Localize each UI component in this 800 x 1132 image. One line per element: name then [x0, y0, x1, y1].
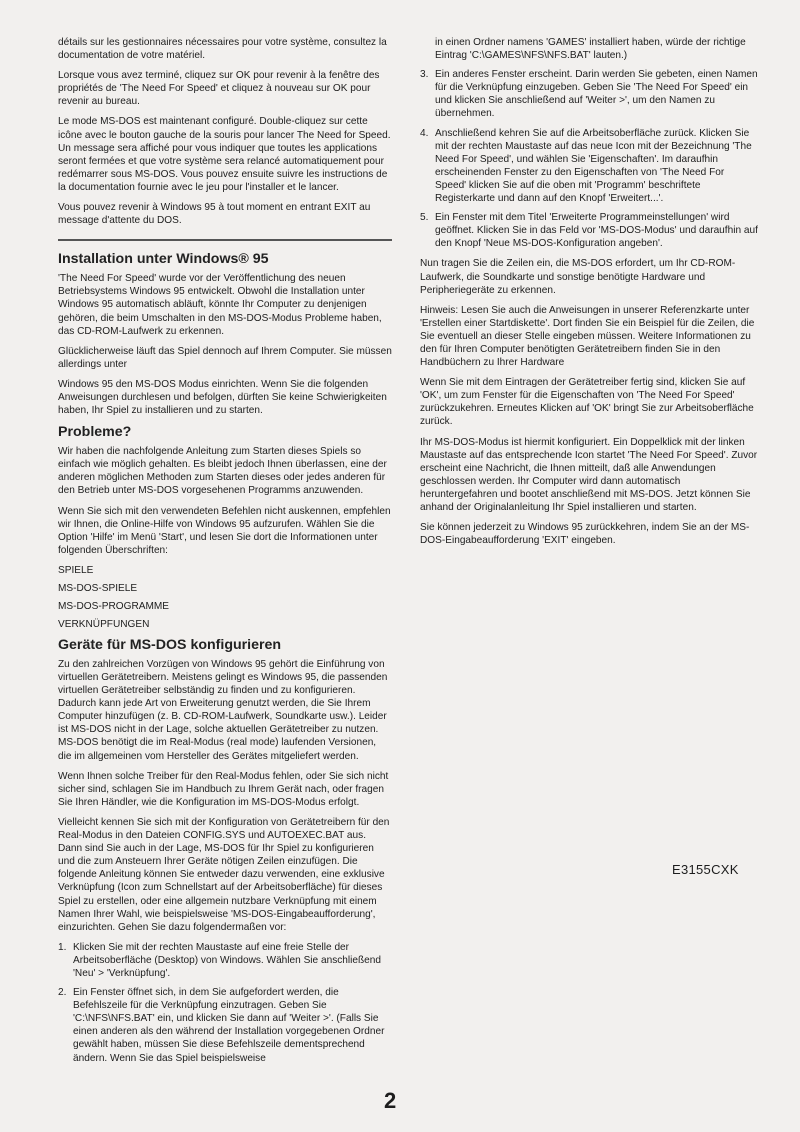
section-divider: [58, 239, 392, 241]
steps-list-left: [58, 941, 392, 1065]
step-number: 5.: [420, 212, 429, 224]
problems-para-1: Wir haben die nachfolgende Anleitung zum Starten dieses Spiels so einfach wie möglich gehalten. Es bleibt jedoch Ihnen überlassen, eine der anderen möglichen Methoden zum Starten dieses oder jedes anderen für den Betrieb unter MS-DOS vorgesehenen Programms anzuwenden.: [58, 446, 387, 497]
french-intro-2: Lorsque vous avez terminé, cliquez sur OK pour revenir à la fenêtre des propriétés de 'The Need For Speed' et cliquez à nouveau sur OK pour revenir au bureau.: [58, 70, 380, 108]
french-intro-3: Le mode MS-DOS est maintenant configuré. Double-cliquez sur cette icône avec le bouton gauche de la souris pour lancer The Need for Speed. Un message sera affiché pour vous indiquer que toutes les applications seront fermées et que votre système sera relancé automatiquement pour redémarrer sous MS-DOS. Vous pouvez ensuite suivre les instructions de la documentation fournie avec le jeu pour l'installer et le lancer.: [58, 116, 391, 193]
step-item: [58, 986, 392, 1065]
step-text: in einen Ordner namens 'GAMES' installiert haben, würde der richtige Eintrag 'C:\GAMES\NFS\NFS.BAT' lauten.): [435, 37, 746, 62]
step-item: [58, 941, 392, 980]
install-para-1: 'The Need For Speed' wurde vor der Veröffentlichung des neuen Betriebsystems Windows 95 entwickelt. Obwohl die Installation unter Windows 95 automatisch abläuft, könnte Ihr Computer zu denjenigen gehören, die beim Umschalten in den MS-DOS-Modus Probleme haben, das CD-ROM-Laufwerk zu erkennen.: [58, 273, 382, 337]
right-para-5: Sie können jederzeit zu Windows 95 zurückkehren, indem Sie an der MS-DOS-Eingabeaufforderung 'EXIT' eingeben.: [420, 522, 750, 547]
install-heading: Installation unter Windows® 95: [58, 251, 269, 268]
product-code: E3155CXK: [672, 862, 739, 877]
right-para-1: Nun tragen Sie die Zeilen ein, die MS-DOS erfordert, um Ihr CD-ROM-Laufwerk, die Soundkarte und sonstige benötigte Hardware und Peripheriegeräte zu erkennen.: [420, 258, 736, 296]
step-number: 4.: [420, 127, 429, 139]
step-number: 3.: [420, 69, 429, 81]
install-para-2: Glücklicherweise läuft das Spiel dennoch auf Ihrem Computer. Sie müssen allerdings unter: [58, 345, 392, 370]
step-item: [420, 68, 758, 120]
step-text: Ein Fenster mit dem Titel 'Erweiterte Programmeinstellungen' wird geöffnet. Klicken Sie in das Feld vor 'MS-DOS-Modus' und daraufhin auf den Knopf 'Neue MS-DOS-Konfiguration angeben'.: [435, 212, 758, 250]
install-para-3: Windows 95 den MS-DOS Modus einrichten. Wenn Sie die folgenden Anweisungen durchlesen und befolgen, dürften Sie keine Schwierigkeiten haben, Ihr Spiel zu installieren und zu starten.: [58, 378, 387, 417]
help-topic-msdos-spiele: MS-DOS-SPIELE: [58, 582, 138, 594]
step-item: [420, 127, 758, 206]
problems-heading: Probleme?: [58, 424, 132, 441]
step-item: [420, 211, 758, 250]
right-column: [420, 36, 758, 554]
right-para-2: Hinweis: Lesen Sie auch die Anweisungen in unserer Referenzkarte unter 'Erstellen einer Startdiskette'. Dort finden Sie ein Beispiel für die Zeilen, die Sie eventuell an dieser Stelle eingeben müssen. Weitere Informationen zu den für Ihren Computer benötigten Gerätetreibern finden Sie in den Handbüchern zu Ihrer Hardware: [420, 304, 755, 369]
config-para-3: Vielleicht kennen Sie sich mit der Konfiguration von Gerätetreibern für den Real-Modus in den Dateien CONFIG.SYS und AUTOEXEC.BAT aus. Dann sind Sie auch in der Lage, MS-DOS für Ihr Spiel zu konfigurieren und die zum Ansteuern Ihrer Geräte nötigen Zeilen einzufügen. Die folgende Anleitung können Sie entweder dazu verwenden, eine exklusive Verknüpfung (Icon zum Schnellstart auf der Arbeitsoberfläche) für dieses Spiel zu erstellen, oder eine allgemein nutzbare Verknüpfung mit einem Namen Ihrer Wahl, wie beispielsweise 'MS-DOS-Eingabeaufforderung', einzurichten. Gehen Sie dazu folgendermaßen vor:: [58, 816, 390, 933]
french-intro-4: Vous pouvez revenir à Windows 95 à tout moment en entrant EXIT au message d'attente du DOS.: [58, 202, 371, 227]
left-column: [58, 36, 392, 1072]
steps-list-right: [420, 36, 758, 250]
help-topic-spiele: SPIELE: [58, 564, 94, 576]
help-topic-msdos-programme: MS-DOS-PROGRAMME: [58, 600, 170, 612]
step-text: Anschließend kehren Sie auf die Arbeitsoberfläche zurück. Klicken Sie mit der rechten Maustaste auf das neue Icon mit der Bezeichnung 'The Need For Speed', und wählen Sie 'Eigenschaften'. Im daraufhin erscheinenden Fenster zu den Eigenschaften von 'The Need For Speed' klicken Sie auf die oben mit 'Programm' beschriftete Registerkarte und dann auf den Knopf 'Erweitert...'.: [435, 127, 752, 205]
step-text: Ein anderes Fenster erscheint. Darin werden Sie gebeten, einen Namen für die Verknüpfung einzugeben. Geben Sie 'The Need For Speed' ein und klicken Sie anschließend auf 'Weiter >', um den Namen zu übernehmen.: [435, 69, 758, 120]
step-text: Ein Fenster öffnet sich, in dem Sie aufgefordert werden, die Befehlszeile für die Verknüpfung einzutragen. Geben Sie 'C:\NFS\NFS.BAT' ein, und klicken Sie dann auf 'Weiter >'. (Falls Sie einen anderen als den während der Installation vorgegebenen Ordner gewählt haben, müssen Sie diese Befehlszeile dementsprechend ändern. Wenn Sie das Spiel beispielsweise: [73, 987, 385, 1064]
problems-para-2: Wenn Sie sich mit den verwendeten Befehlen nicht auskennen, empfehlen wir Ihnen, die Online-Hilfe von Windows 95 aufzurufen. Wählen Sie die Option 'Hilfe' im Menü 'Start', und lesen Sie dort die Informationen unter folgenden Überschriften:: [58, 505, 391, 556]
french-intro-1: détails sur les gestionnaires nécessaires pour votre système, consultez la documentation de votre matériel.: [58, 37, 387, 62]
step-text: Klicken Sie mit der rechten Maustaste auf eine freie Stelle der Arbeitsoberfläche (Desktop) von Windows. Wählen Sie anschließend 'Neu' > 'Verknüpfung'.: [73, 941, 382, 979]
help-topic-verknuepfungen: VERKNÜPFUNGEN: [58, 618, 150, 630]
config-heading: Geräte für MS-DOS konfigurieren: [58, 636, 282, 653]
right-para-3: Wenn Sie mit dem Eintragen der Gerätetreiber fertig sind, klicken Sie auf 'OK', um zum Fenster für die Eigenschaften von 'The Need For Speed' zurückzukehren. Erneutes Klicken auf 'OK' bringt Sie zur Arbeitsoberfläche zurück.: [420, 377, 754, 428]
config-para-2: Wenn Ihnen solche Treiber für den Real-Modus fehlen, oder Sie sich nicht sicher sind, schlagen Sie im Handbuch zu Ihrem Gerät nach, oder fragen Sie Ihren Händler, wie die Konfiguration im MS-DOS-Modus erfolgt.: [58, 770, 389, 808]
step-number: 1.: [58, 941, 67, 953]
step-item-continued: [420, 36, 758, 62]
step-number: 2.: [58, 987, 67, 999]
config-para-1: Zu den zahlreichen Vorzügen von Windows 95 gehört die Einführung von virtuellen Gerätetreibern. Meistens gelingt es Windows 95, die passenden virtuellen Gerätetreiber selbständig zu finden und zu konfigurieren. Dadurch kann jede Art von Erweiterung genutzt werden, die Sie Ihrem Computer hinzufügen (z. B. CD-ROM-Laufwerk, Soundkarte usw.). Leider ist MS-DOS nicht in der Lage, solche aktuellen Gerätetreiber zu nutzen. MS-DOS benötigt die im Real-Modus (real mode) laufenden Versionen, die im allgemeinen vom Hersteller des Gerätes mitgeliefert werden.: [58, 658, 388, 762]
right-para-4: Ihr MS-DOS-Modus ist hiermit konfiguriert. Ein Doppelklick mit der linken Maustaste auf das entsprechende Icon startet 'The Need For Speed'. Zuvor erscheint eine Nachricht, die Ihnen mitteilt, daß alle Anwendungen geschlossen werden. Ihr Computer wird dann automatisch heruntergefahren und bootet anschließend mit MS-DOS. Jetzt können Sie anhand der Originalanleitung Ihr Spiel installieren und starten.: [420, 436, 758, 513]
page-number: 2: [384, 1088, 397, 1113]
